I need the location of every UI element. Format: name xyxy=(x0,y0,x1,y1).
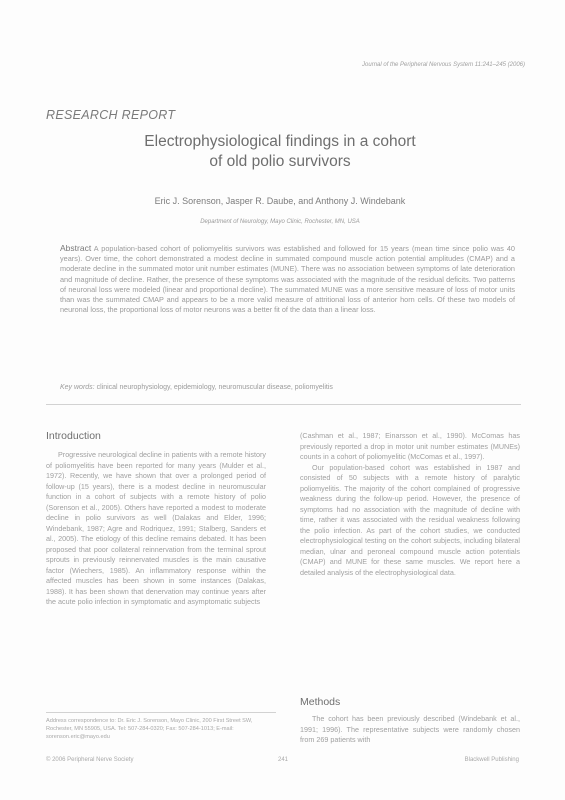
publisher: Blackwell Publishing xyxy=(464,757,519,763)
introduction-column xyxy=(46,450,266,608)
keywords-text: clinical neurophysiology, epidemiology, neuromuscular disease, poliomyelitis xyxy=(96,384,333,391)
affiliation: Department of Neurology, Mayo Clinic, Rochester, MN, USA xyxy=(200,219,360,225)
section-divider xyxy=(46,404,521,405)
methods-column xyxy=(300,714,520,746)
article-title xyxy=(80,132,480,172)
keywords-label: Key words: xyxy=(60,384,95,391)
page-number: 241 xyxy=(278,757,289,763)
right-column-paragraph-1: (Cashman et al., 1987; Einarsson et al., 1990). McComas has previously reported a drop in motor unit number estimates (MUNEs) counts in a cohort of poliomyelitic (McComas et al., 1997). xyxy=(300,431,520,461)
introduction-heading: Introduction xyxy=(46,430,101,442)
journal-header: Journal of the Peripheral Nervous System 11:241–245 (2006) xyxy=(362,62,525,68)
right-column xyxy=(300,431,520,578)
title-line-2: of old polio survivors xyxy=(209,153,351,170)
abstract-label: Abstract xyxy=(60,243,92,253)
copyright: © 2006 Peripheral Nerve Society xyxy=(46,757,134,763)
methods-text: The cohort has been previously described (Windebank et al., 1991; 1996). The representative subjects were randomly chosen from 269 patients with xyxy=(300,714,520,744)
abstract-text: A population-based cohort of poliomyelitis survivors was established and followed for 15 years (mean time since polio was 40 years). Over time, the cohort demonstrated a modest decline in summated compound muscle action potential amplitudes (CMAP) and a moderate decline in the summated motor unit number estimates (MUNE). There was no association between symptoms of late deterioration and magnitude of decline. Rather, the presence of these symptoms was associated with the magnitude of the residual deficits. Two patterns of neuronal loss were modeled (linear and proportional decline). The summated MUNE was a more sensitive measure of loss of motor units than was the summated CMAP and appears to be a more valid measure of attritional loss of anterior horn cells. Of these two models of neuronal loss, the proportional loss of motor neurons was a better fit of the data than a linear loss. xyxy=(60,244,515,315)
section-label: RESEARCH REPORT xyxy=(46,108,176,122)
authors: Eric J. Sorenson, Jasper R. Daube, and Anthony J. Windebank xyxy=(154,196,406,206)
introduction-text: Progressive neurological decline in patients with a remote history of poliomyelitis have been reported for many years (Mulder et al., 1972). Recently, we have shown that over a prolonged period of follow-up (15 years), there is a modest decline in neuromuscular function in a cohort of subjects with a remote history of polio (Sorenson et al., 2005). Others have reported a modest to moderate decline in polio survivors as well (Dalakas and Elder, 1996; Windebank, 1987; Agre and Rodriquez, 1991; Stalberg, Sanders et al., 2005). The etiology of this decline remains debated. It has been proposed that poor collateral reinnervation from the terminal sprout sprouts in previously reinnervated muscles is the main causative factor (Wiechers, 1985). An inflammatory response within the affected muscles has been shown in some instances (Dalakas, 1988). It has been shown that denervation may continue years after the acute polio infection in symptomatic and asymptomatic subjects xyxy=(46,450,266,606)
keywords xyxy=(60,384,515,391)
footnote-rule xyxy=(46,712,276,713)
correspondence-footnote: Address correspondence to: Dr. Eric J. Sorenson, Mayo Clinic, 200 First Street SW, Rochester, MN 55905, USA. Tel: 507-284-0320; Fax: 507-284-1013; E-mail: sorenson.eric@mayo.edu xyxy=(46,718,253,740)
title-line-1: Electrophysiological findings in a cohort xyxy=(144,133,416,150)
abstract xyxy=(60,243,515,315)
right-column-paragraph-2: Our population-based cohort was established in 1987 and consisted of 50 subjects with a remote history of paralytic poliomyelitis. The majority of the cohort complained of progressive weakness during the follow-up period. However, the presence of symptoms had no association with the magnitude of decline with time, rather it was associated with the residual weakness following the polio infection. As part of the cohort studies, we conducted electrophysiological testing on the cohort subjects, including bilateral median, ulnar and peroneal compound muscle action potentials (CMAP) and MUNE for these same muscles. We report here a detailed analysis of the electrophysiological data. xyxy=(300,462,520,577)
methods-heading: Methods xyxy=(300,696,341,708)
